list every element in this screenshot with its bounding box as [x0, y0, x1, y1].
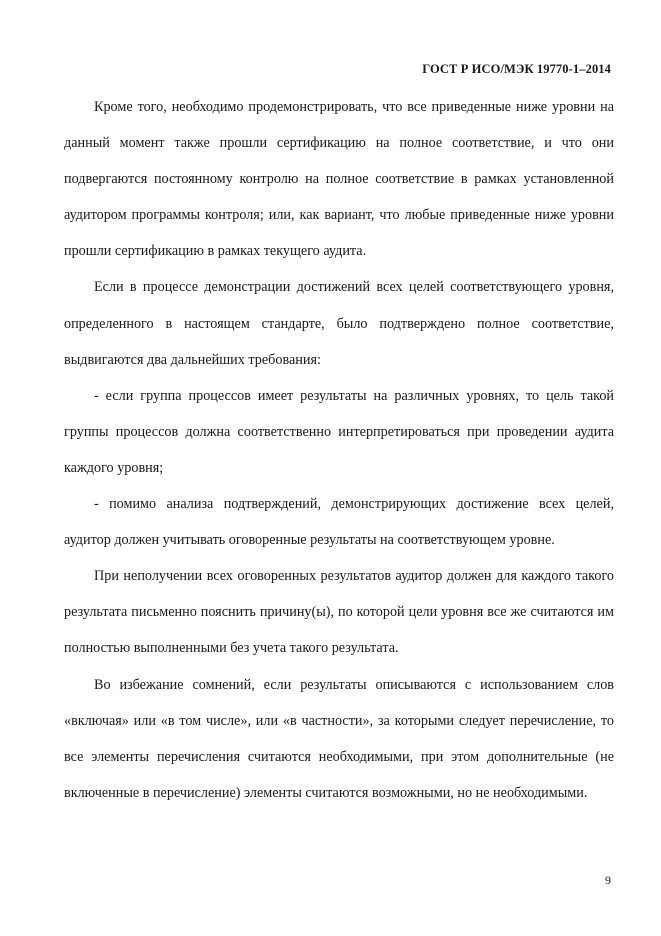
paragraph-list-item-process-groups: - если группа процессов имеет результаты на различных уровнях, то цель такой группы процессов должна соответственно интерпретироваться при проведении аудита каждого уровня; [64, 387, 614, 476]
paragraph-missing-results: При неполучении всех оговоренных результатов аудитор должен для каждого такого результата письменно пояснить причину(ы), по которой цели уровня все же считаются им полностью выполненными без учета такого результата. [64, 568, 614, 657]
document-header: ГОСТ Р ИСО/МЭК 19770-1–2014 [422, 62, 611, 76]
paragraph-enumeration: Во избежание сомнений, если результаты описываются с использованием слов «включая» или «в том числе», или «в частности», за которыми следует перечисление, то все элементы перечисления считаются необходимыми, при этом дополнительные (не включенные в перечисление) элементы считаются возможными, но не необходимыми. [64, 676, 614, 801]
paragraph-certification: Кроме того, необходимо продемонстрировать, что все приведенные ниже уровни на данный момент также прошли сертификацию на полное соответствие, и что они подвергаются постоянному контролю на полное соответствие в рамках установленной аудитором программы контроля; или, как вариант, что любые приведенные ниже уровни прошли сертификацию в рамках текущего аудита. [64, 99, 614, 260]
body-text [64, 89, 614, 811]
paragraph-list-item-auditor: - помимо анализа подтверждений, демонстрирующих достижение всех целей, аудитор должен учитывать оговоренные результаты на соответствующем уровне. [64, 496, 614, 549]
paragraph-further-requirements: Если в процессе демонстрации достижений всех целей соответствующего уровня, определенного в настоящем стандарте, было подтверждено полное соответствие, выдвигаются два дальнейших требования: [64, 279, 614, 368]
page-number: 9 [605, 873, 611, 887]
